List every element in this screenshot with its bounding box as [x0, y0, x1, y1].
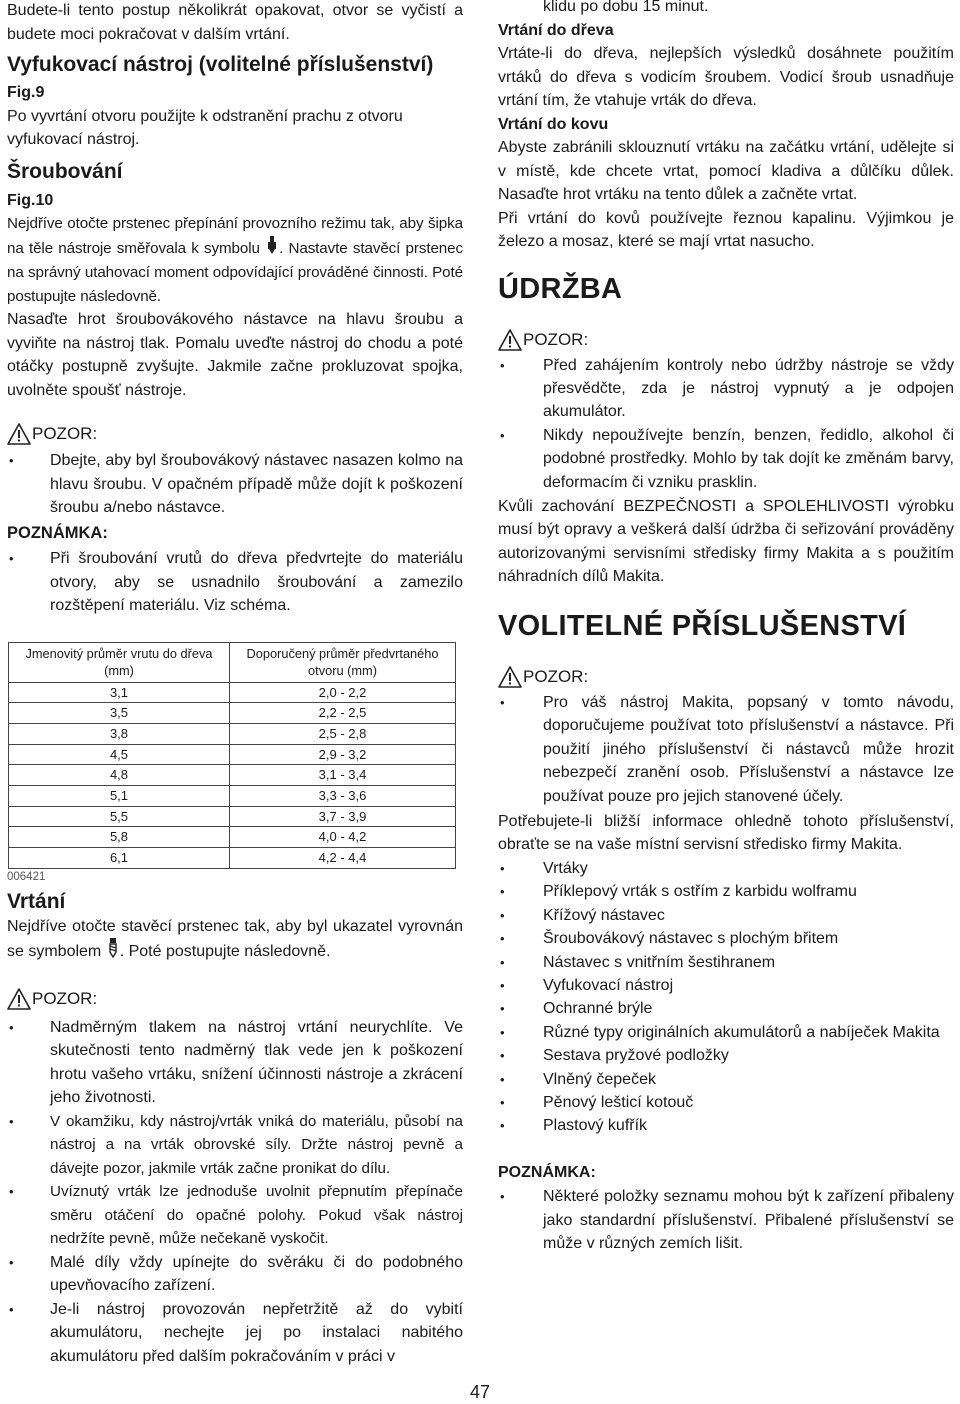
bullet-icon: •	[9, 1254, 14, 1270]
list-item: • Vlněný čepeček	[498, 1068, 954, 1091]
bullet-icon: •	[500, 884, 505, 900]
screwdriving-text-b: . Nastavte stavěcí prstenec na správný utahovací moment odpovídající prováděné činnosti. Poté postupujte následovně.	[7, 239, 463, 305]
screw-diameter-cell: 5,5	[9, 806, 230, 827]
table-row	[9, 703, 456, 724]
screw-diameter-cell: 4,8	[9, 765, 230, 786]
screw-diameter-cell: 3,1	[9, 682, 230, 703]
metal-paragraph-1: Abyste zabránili sklouznutí vrtáku na začátku vrtání, udělejte si v místě, kde chcete vrtat, pomocí kladiva a důlčíku důlek. Nasaďte hrot vrtáku na tento důlek a začněte vrtat.	[498, 139, 954, 203]
bullet-icon: •	[500, 907, 505, 923]
figure-ref-9: Fig.9	[7, 84, 45, 101]
bullet-icon: •	[500, 427, 505, 443]
table-row	[9, 786, 456, 807]
caution-2-label: POZOR:	[32, 988, 98, 1008]
maintenance-paragraph: Kvůli zachování BEZPEČNOSTI a SPOLEHLIVOSTI výrobku musí být opravy a veškerá další údržba či seřizování prováděny autorizovanými servisními středisky firmy Makita a s použitím náhradních dílů Makita.	[498, 497, 954, 586]
table-row	[9, 806, 456, 827]
bullet-icon: •	[500, 1118, 505, 1134]
caution-3-heading	[498, 328, 954, 352]
pilot-diameter-cell: 2,9 - 3,2	[230, 744, 456, 765]
list-item: • Při šroubování vrutů do dřeva předvrtejte do materiálu otvory, aby se usnadnilo šroubování a zamezilo rozštěpení materiálu. Viz schéma.	[7, 547, 463, 618]
list-item: • Příklepový vrták s ostřím z karbidu wolframu	[498, 880, 954, 903]
intro-paragraph: Budete-li tento postup několikrát opakovat, otvor se vyčistí a budete moci pokračovat v dalším vrtání.	[7, 2, 463, 43]
table-row	[9, 848, 456, 869]
caution-1-label: POZOR:	[32, 424, 98, 443]
bullet-icon: •	[9, 1184, 14, 1200]
heading-drilling: Vrtání	[7, 889, 66, 913]
screw-diameter-cell: 6,1	[9, 848, 230, 869]
list-item: • Vyfukovací nástroj	[498, 974, 954, 997]
bullet-icon: •	[9, 1113, 14, 1129]
list-item: • Je-li nástroj provozován nepřetržitě až do vybití akumulátoru, nechejte jej po instalaci nabitého akumulátoru před dalším pokračováním v práci v	[7, 1298, 463, 1369]
heading-blow-tool: Vyfukovací nástroj (volitelné příslušenství)	[7, 53, 434, 76]
right-column	[498, 0, 954, 1256]
list-item: • Nadměrným tlakem na nástroj vrtání neurychlíte. Ve skutečnosti tento nadměrný tlak vede jen k poškození hrotu vašeho vrtáku, snížení účinnosti nástroje a zkrácení jeho životnosti.	[7, 1016, 463, 1110]
bullet-icon: •	[500, 694, 505, 710]
table-header-screw-diameter: Jmenovitý průměr vrutu do dřeva (mm)	[9, 642, 230, 682]
note-1-label: POZNÁMKA:	[7, 523, 108, 542]
list-item: • Nikdy nepoužívejte benzín, benzen, ředidlo, alkohol či podobné prostředky. Mohlo by tak dojít ke změnám barvy, deformacím či vzniku prasklin.	[498, 424, 954, 494]
warning-icon	[7, 423, 31, 445]
caution-4-label: POZOR:	[523, 666, 589, 686]
heading-wood-drilling: Vrtání do dřeva	[498, 21, 614, 39]
pilot-diameter-cell: 3,3 - 3,6	[230, 786, 456, 807]
screwdriver-mode-icon	[265, 236, 279, 262]
accessories-paragraph: Potřebujete-li bližší informace ohledně tohoto příslušenství, obraťte se na vaše místní servisní středisko firmy Makita.	[498, 812, 954, 854]
screwdriving-text-a: Nejdříve otočte prstenec přepínání provozního režimu tak, aby šipka na těle nástroje směřovala k symbolu	[7, 215, 463, 257]
heading-maintenance: ÚDRŽBA	[498, 272, 623, 305]
bullet-icon: •	[500, 1071, 505, 1087]
caution-4-list	[498, 691, 954, 808]
screw-diameter-cell: 4,5	[9, 744, 230, 765]
list-item: • Nástavec s vnitřním šestihranem	[498, 951, 954, 974]
caution-1-list	[7, 449, 463, 520]
bullet-icon: •	[9, 1301, 14, 1317]
table-row	[9, 744, 456, 765]
bullet-icon: •	[500, 1189, 505, 1205]
table-row	[9, 765, 456, 786]
list-item: • Některé položky seznamu mohou být k zařízení přibaleny jako standardní příslušenství. Přibalené příslušenství se může v různých zemích lišit.	[498, 1185, 954, 1255]
blow-paragraph: Po vyvrtání otvoru použijte k odstranění prachu z otvoru vyfukovací nástroj.	[7, 107, 403, 148]
list-item: • Plastový kufřík	[498, 1114, 954, 1137]
note-1-list	[7, 547, 463, 618]
screw-diameter-cell: 3,5	[9, 703, 230, 724]
warning-icon	[7, 988, 31, 1010]
list-item: • Před zahájením kontroly nebo údržby nástroje se vždy přesvědčte, zda je nástroj vypnutý a je odpojen akumulátor.	[498, 354, 954, 424]
list-item: • Ochranné brýle	[498, 997, 954, 1020]
metal-paragraph-2: Při vrtání do kovů používejte řeznou kapalinu. Výjimkou je železo a mosaz, které se mají vrtat nasucho.	[498, 209, 954, 250]
pilot-diameter-cell: 2,5 - 2,8	[230, 723, 456, 744]
screwdriving-paragraph-1	[7, 212, 463, 308]
list-item: • Různé typy originálních akumulátorů a nabíječek Makita	[498, 1021, 954, 1044]
warning-icon	[498, 329, 522, 351]
drilling-text-a: Nejdříve otočte stavěcí prstenec tak, aby byl ukazatel vyrovnán se symbolem	[7, 917, 463, 961]
heading-screwdriving: Šroubování	[7, 159, 123, 183]
drilling-text-b: . Poté postupujte následovně.	[119, 943, 331, 961]
bullet-icon: •	[500, 954, 505, 970]
screw-diameter-cell: 5,8	[9, 827, 230, 848]
caution-3-list	[498, 354, 954, 494]
note-2-label: POZNÁMKA:	[498, 1163, 596, 1181]
pilot-diameter-cell: 3,1 - 3,4	[230, 765, 456, 786]
pilot-diameter-cell: 2,0 - 2,2	[230, 682, 456, 703]
screw-diameter-cell: 3,8	[9, 723, 230, 744]
bullet-icon: •	[500, 978, 505, 993]
accessories-list	[498, 857, 954, 1138]
table-row	[9, 682, 456, 703]
figure-ref-10: Fig.10	[7, 191, 54, 209]
caution-2-list	[7, 1016, 463, 1369]
caution-1-heading	[7, 422, 463, 446]
bullet-icon: •	[500, 931, 505, 947]
bullet-icon: •	[9, 551, 14, 566]
figure-code: 006421	[7, 870, 46, 883]
list-item: • Křížový nástavec	[498, 904, 954, 927]
bullet-icon: •	[500, 1001, 505, 1017]
table-body	[9, 682, 456, 868]
caution-4-heading	[498, 665, 954, 689]
wood-paragraph: Vrtáte-li do dřeva, nejlepších výsledků dosáhnete použitím vrtáků do dřeva s vodicím šroubem. Vodicí šroub usnadňuje vrtání tím, že vtahuje vrták do dřeva.	[498, 45, 954, 109]
bullet-icon: •	[9, 453, 14, 468]
list-item: • Pro váš nástroj Makita, popsaný v tomto návodu, doporučujeme používat toto příslušenství a nástavce. Při použití jiného příslušenství či nástavců může hrozit nebezpečí zranění osob. Příslušenství a nástavce lze používat pouze pro jejich stanovené účely.	[498, 691, 954, 808]
bullet-icon: •	[500, 357, 505, 373]
list-item: • Pěnový lešticí kotouč	[498, 1091, 954, 1114]
caution-3-label: POZOR:	[523, 329, 589, 349]
caution-2-heading	[7, 987, 463, 1011]
pilot-diameter-cell: 4,2 - 4,4	[230, 848, 456, 869]
pilot-diameter-cell: 2,2 - 2,5	[230, 703, 456, 724]
list-item: • Uvíznutý vrták lze jednoduše uvolnit přepnutím přepínače směru otáčení do opačné polohy. Pokud však nástroj nedržíte pevně, může nečekaně vyskočit.	[7, 1180, 463, 1251]
pilot-hole-table-wrap	[7, 642, 463, 883]
table-header-row	[9, 642, 456, 682]
list-item: • Šroubovákový nástavec s plochým břitem	[498, 927, 954, 950]
heading-metal-drilling: Vrtání do kovu	[498, 115, 609, 133]
left-column	[7, 0, 463, 1368]
bullet-icon: •	[500, 1048, 505, 1064]
drill-mode-icon	[106, 938, 120, 966]
list-item: • Dbejte, aby byl šroubovákový nástavec nasazen kolmo na hlavu šroubu. V opačném případě může dojít k poškození šroubu a/nebo nástavce.	[7, 449, 463, 520]
list-item: • Vrtáky	[498, 857, 954, 880]
pilot-hole-table	[8, 642, 456, 869]
screw-diameter-cell: 5,1	[9, 786, 230, 807]
bullet-icon: •	[500, 1095, 505, 1111]
list-item: • Malé díly vždy upínejte do svěráku či do podobného upevňovacího zařízení.	[7, 1251, 463, 1298]
table-header-pilot-diameter: Doporučený průměr předvrtaného otvoru (mm)	[230, 642, 456, 682]
bullet-icon: •	[500, 1024, 505, 1040]
warning-icon	[498, 666, 522, 688]
heading-accessories: VOLITELNÉ PŘÍSLUŠENSTVÍ	[498, 609, 907, 642]
table-row	[9, 723, 456, 744]
drilling-paragraph	[7, 915, 463, 966]
list-item: • Sestava pryžové podložky	[498, 1044, 954, 1067]
pilot-diameter-cell: 4,0 - 4,2	[230, 827, 456, 848]
table-row	[9, 827, 456, 848]
bullet-icon: •	[9, 1019, 14, 1035]
pilot-diameter-cell: 3,7 - 3,9	[230, 806, 456, 827]
screwdriving-paragraph-2: Nasaďte hrot šroubovákového nástavce na hlavu šroubu a vyviňte na nástroj tlak. Pomalu uveďte nástroj do chodu a poté otáčky postupně zvyšujte. Jakmile začne prokluzovat spojka, uvolněte spoušť nástroje.	[7, 311, 463, 399]
bullet-icon: •	[500, 860, 505, 876]
note-2-list	[498, 1185, 954, 1255]
list-item: • V okamžiku, kdy nástroj/vrták vniká do materiálu, působí na nástroj a na vrták obrovské síly. Držte nástroj pevně a dávejte pozor, jakmile vrták začne pronikat do dílu.	[7, 1110, 463, 1181]
page-number: 47	[470, 1382, 491, 1402]
continued-text: klidu po dobu 15 minut.	[543, 0, 709, 15]
